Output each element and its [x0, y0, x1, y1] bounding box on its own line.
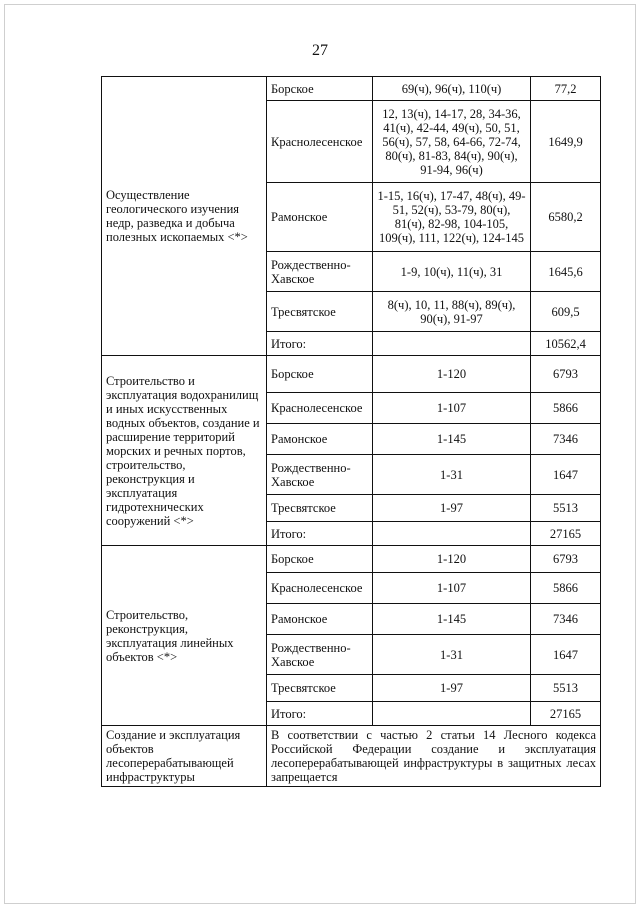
area-cell: 609,5	[531, 292, 601, 332]
quarters-cell-empty	[373, 522, 531, 546]
purpose-cell: Осуществление геологического изучения недр, разведка и добыча полезных ископаемых <*>	[102, 77, 267, 356]
forestry-cell: Борское	[267, 356, 373, 393]
forestry-cell: Рамонское	[267, 183, 373, 252]
forestry-cell: Тресвятское	[267, 675, 373, 702]
quarters-cell: 1-107	[373, 573, 531, 604]
area-cell: 7346	[531, 424, 601, 455]
total-area: 10562,4	[531, 332, 601, 356]
area-cell: 5866	[531, 393, 601, 424]
forestry-cell: Краснолесенское	[267, 393, 373, 424]
table-row	[102, 546, 601, 573]
forestry-cell: Рождественно-Хавское	[267, 252, 373, 292]
area-cell: 5513	[531, 495, 601, 522]
quarters-cell: 69(ч), 96(ч), 110(ч)	[373, 77, 531, 101]
purpose-cell: Создание и эксплуатация объектов лесоперерабатывающей инфраструктуры	[102, 726, 267, 787]
purpose-cell: Строительство и эксплуатация водохранилищ и иных искусственных водных объектов, создание и расширение территорий морских и речных портов, строительство, реконструкция и эксплуатация гидротехнических сооружений <*>	[102, 356, 267, 546]
purpose-cell: Строительство, реконструкция, эксплуатация линейных объектов <*>	[102, 546, 267, 726]
area-cell: 7346	[531, 604, 601, 635]
quarters-cell: 1-31	[373, 455, 531, 495]
forestry-cell: Тресвятское	[267, 292, 373, 332]
quarters-cell: 1-97	[373, 675, 531, 702]
page-number: 27	[312, 42, 328, 59]
table-row	[102, 77, 601, 101]
area-cell: 1649,9	[531, 101, 601, 183]
table-row-prohibited	[102, 726, 601, 787]
forest-use-table	[101, 76, 601, 787]
area-cell: 77,2	[531, 77, 601, 101]
quarters-cell: 1-120	[373, 546, 531, 573]
quarters-cell: 1-9, 10(ч), 11(ч), 31	[373, 252, 531, 292]
quarters-cell: 1-145	[373, 604, 531, 635]
forestry-cell: Тресвятское	[267, 495, 373, 522]
quarters-cell: 1-31	[373, 635, 531, 675]
area-cell: 5866	[531, 573, 601, 604]
area-cell: 6580,2	[531, 183, 601, 252]
area-cell: 5513	[531, 675, 601, 702]
forestry-cell: Краснолесенское	[267, 101, 373, 183]
table-row	[102, 356, 601, 393]
area-cell: 6793	[531, 546, 601, 573]
area-cell: 1645,6	[531, 252, 601, 292]
quarters-cell: 8(ч), 10, 11, 88(ч), 89(ч), 90(ч), 91-97	[373, 292, 531, 332]
quarters-cell: 1-15, 16(ч), 17-47, 48(ч), 49-51, 52(ч), 53-79, 80(ч), 81(ч), 82-98, 104-105, 109(ч), 111, 122(ч), 124-145	[373, 183, 531, 252]
total-label: Итого:	[267, 332, 373, 356]
quarters-cell-empty	[373, 702, 531, 726]
quarters-cell: 1-107	[373, 393, 531, 424]
total-area: 27165	[531, 702, 601, 726]
forestry-cell: Рождественно-Хавское	[267, 455, 373, 495]
total-label: Итого:	[267, 702, 373, 726]
area-cell: 6793	[531, 356, 601, 393]
total-area: 27165	[531, 522, 601, 546]
quarters-cell: 1-97	[373, 495, 531, 522]
quarters-cell: 1-145	[373, 424, 531, 455]
quarters-cell: 1-120	[373, 356, 531, 393]
forestry-cell: Борское	[267, 546, 373, 573]
forestry-cell: Борское	[267, 77, 373, 101]
total-label: Итого:	[267, 522, 373, 546]
area-cell: 1647	[531, 635, 601, 675]
forestry-cell: Рамонское	[267, 424, 373, 455]
forestry-cell: Рождественно-Хавское	[267, 635, 373, 675]
area-cell: 1647	[531, 455, 601, 495]
quarters-cell: 12, 13(ч), 14-17, 28, 34-36, 41(ч), 42-44, 49(ч), 50, 51, 56(ч), 57, 58, 64-66, 72-74, 80(ч), 81-83, 84(ч), 90(ч), 91-94, 96(ч)	[373, 101, 531, 183]
forestry-cell: Краснолесенское	[267, 573, 373, 604]
prohibition-note: В соответствии с частью 2 статьи 14 Лесного кодекса Российской Федерации создание и эксплуатация лесоперерабатывающей инфраструктуры в защитных лесах запрещается	[267, 726, 601, 787]
forestry-cell: Рамонское	[267, 604, 373, 635]
quarters-cell-empty	[373, 332, 531, 356]
